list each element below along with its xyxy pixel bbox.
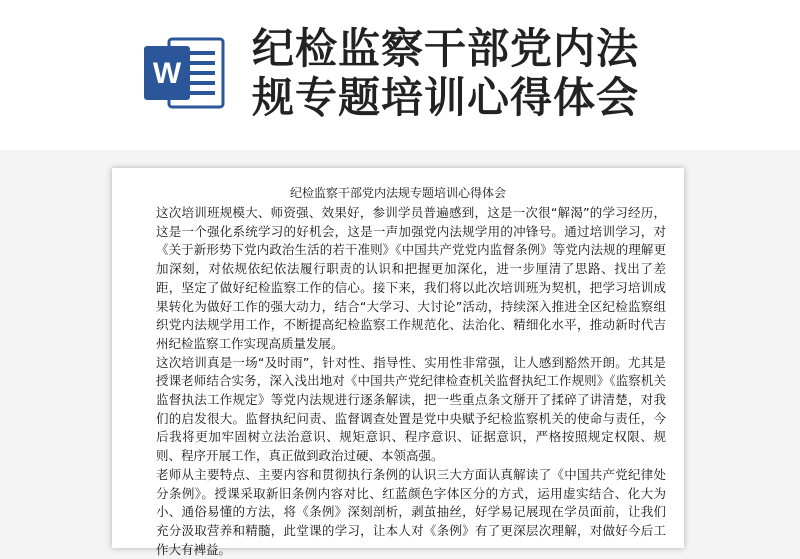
document-body xyxy=(156,204,666,559)
header-banner xyxy=(0,0,800,150)
page-title xyxy=(252,24,792,122)
page-title-line-2: 规专题培训心得体会 xyxy=(252,73,640,122)
word-icon-letter: W xyxy=(152,57,182,90)
document-paragraph: 这次培训真是一场“及时雨”，针对性、指导性、实用性非常强，让人感到豁然开朗。尤其是授课老师结合实务，深入浅出地对《中国共产党纪律检查机关监督执纪工作规则》《监察机关监督执法工作规定》等党内法规进行逐条解读，把一些重点条文掰开了揉碎了讲清楚，对我们的启发很大。监督执纪问责、监督调查处置是党中央赋予纪检监察机关的使命与责任，今后我将更加牢固树立法治意识、规矩意识、程序意识、证据意识，严格按照规定权限、规则、程序开展工作，真正做到政治过硬、本领高强。 xyxy=(156,354,666,464)
document-paragraph: 这次培训班规模大、师资强、效果好，参训学员普遍感到，这是一次很“解渴”的学习经历，这是一个强化系统学习的好机会，这是一声加强党内法规学用的冲锋号。通过培训学习，对《关于新形势下党内政治生活的若干准则》《中国共产党党内监督条例》等党内法规的理解更加深刻，对依规依纪依法履行职责的认识和把握更加深化，进一步厘清了思路、找出了差距，坚定了做好纪检监察工作的信心。接下来，我们将以此次培训班为契机，把学习培训成果转化为做好工作的强大动力，结合“大学习、大讨论”活动，持续深入推进全区纪检监察组织党内法规学用工作，不断提高纪检监察工作规范化、法治化、精细化水平，推动新时代吉州纪检监察工作实现高质量发展。 xyxy=(156,205,666,351)
page-title-line-1: 纪检监察干部党内法 xyxy=(252,24,640,73)
document-paragraph: 老师从主要特点、主要内容和贯彻执行条例的认识三大方面认真解读了《中国共产党纪律处分条例》。授课采取新旧条例内容对比、红蓝颜色字体区分的方式，运用虚实结合、化大为小、通俗易懂的方法，将《条例》深刻剖析，剥茧抽丝，好学易记展现在学员面前，让我们充分汲取营养和精髓，此堂课的学习，让本人对《条例》有了更深层次理解，对做好今后工作大有裨益。 xyxy=(156,466,666,557)
document-page xyxy=(112,168,684,557)
word-document-icon xyxy=(143,33,225,113)
document-heading: 纪检监察干部党内法规专题培训心得体会 xyxy=(289,186,506,200)
